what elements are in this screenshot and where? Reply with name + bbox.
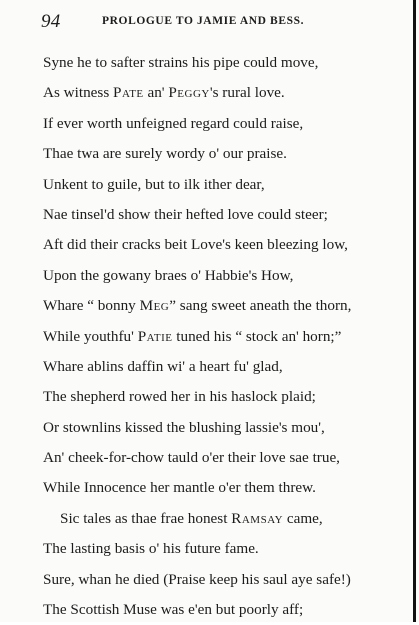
line-text: While Innocence her mantle o'er them threw. [43, 479, 316, 497]
line-text: came, [283, 509, 323, 527]
character-name: Patie [137, 327, 173, 345]
poem-line [43, 48, 393, 78]
line-text: Upon the gowany braes o' Habbie's How, [43, 266, 294, 284]
poem-line [43, 261, 393, 291]
poem-line [43, 230, 393, 260]
line-text: If ever worth unfeigned regard could raise, [43, 114, 304, 132]
line-text: As witness [43, 84, 114, 102]
character-name: Pate [113, 84, 144, 102]
poem-line [43, 352, 393, 382]
line-text: Syne he to safter strains his pipe could move, [43, 54, 319, 71]
character-name: Ramsay [231, 509, 284, 527]
poem-line [43, 291, 393, 321]
page-number: 94 [41, 11, 61, 32]
line-text: ” sang sweet aneath the thorn, [169, 297, 352, 315]
line-text: The lasting basis o' his future fame. [43, 540, 259, 558]
poem-line [43, 565, 393, 595]
poem-line [43, 443, 393, 473]
poem-line [43, 139, 393, 169]
line-text: Sic tales as thae frae honest [60, 509, 232, 527]
poem-line [43, 78, 393, 108]
poem-text [43, 48, 393, 625]
poem-line [43, 504, 393, 534]
poem-line [43, 322, 393, 352]
poem-line [43, 109, 393, 139]
character-name: Meg [139, 297, 170, 315]
line-text: While youthfu' [43, 327, 138, 345]
line-text: Thae twa are surely wordy o' our praise. [43, 145, 287, 163]
line-text: Aft did their cracks beit Love's keen bleezing low, [43, 236, 348, 254]
line-text: Or stownlins kissed the blushing lassie's mou', [43, 418, 325, 436]
page-edge-border [413, 0, 416, 622]
line-text: Nae tinsel'd show their hefted love could steer; [43, 205, 328, 223]
poem-line [43, 200, 393, 230]
poem-line [43, 595, 393, 625]
line-text: Sure, whan he died (Praise keep his saul aye safe!) [43, 570, 351, 588]
poem-line [43, 473, 393, 503]
line-text: tuned his “ stock an' horn;” [172, 327, 342, 345]
poem-line [43, 534, 393, 564]
line-text: An' cheek-for-chow tauld o'er their love sae true, [43, 449, 340, 467]
line-text: an' [143, 84, 169, 102]
poem-line [43, 170, 393, 200]
line-text: Whare ablins daffin wi' a heart fu' glad, [43, 357, 283, 375]
poem-line [43, 413, 393, 443]
page-header [41, 11, 381, 35]
running-head: PROLOGUE TO JAMIE AND BESS. [102, 15, 305, 27]
line-text: Unkent to guile, but to ilk ither dear, [43, 175, 265, 193]
line-text: The shepherd rowed her in his haslock plaid; [43, 388, 316, 406]
character-name: Peggy [168, 84, 210, 102]
line-text: Whare “ bonny [43, 297, 140, 315]
line-text: The Scottish Muse was e'en but poorly aff; [43, 601, 304, 619]
poem-line [43, 382, 393, 412]
line-text: 's rural love. [209, 84, 285, 102]
